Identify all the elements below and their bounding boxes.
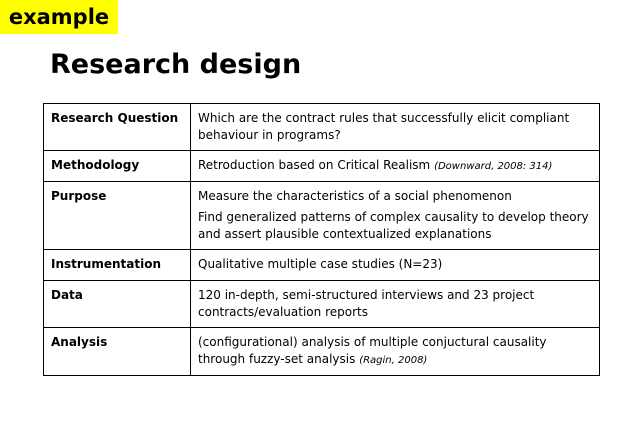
row-value-data [191, 281, 600, 328]
instrumentation-text: Qualitative multiple case studies (N=23) [198, 257, 443, 271]
research-question-text: Which are the contract rules that successfully elicit compliant behaviour in programs? [198, 111, 570, 142]
row-value-methodology [191, 151, 600, 182]
row-label-research-question: Research Question [44, 104, 191, 151]
row-value-purpose [191, 182, 600, 250]
example-tag: example [0, 0, 118, 34]
purpose-text-2: Find generalized patterns of complex causality to develop theory and assert plausible contextualized explanations [198, 210, 589, 241]
methodology-paragraph [198, 157, 593, 175]
table-row-research-question [44, 104, 600, 151]
analysis-citation: (Ragin, 2008) [359, 355, 428, 366]
row-label-instrumentation: Instrumentation [44, 250, 191, 281]
table-row-analysis [44, 328, 600, 376]
row-value-instrumentation [191, 250, 600, 281]
analysis-paragraph [198, 334, 593, 369]
row-value-analysis [191, 328, 600, 376]
table-row-instrumentation [44, 250, 600, 281]
row-label-data: Data [44, 281, 191, 328]
research-design-table [43, 103, 600, 376]
table-row-purpose [44, 182, 600, 250]
row-label-purpose: Purpose [44, 182, 191, 250]
methodology-citation: (Downward, 2008: 314) [434, 161, 553, 172]
table-row-methodology [44, 151, 600, 182]
row-value-research-question [191, 104, 600, 151]
analysis-text: (configurational) analysis of multiple conjuctural causality through fuzzy-set analysis [198, 335, 547, 366]
methodology-text: Retroduction based on Critical Realism [198, 158, 431, 172]
purpose-text-1: Measure the characteristics of a social phenomenon [198, 189, 512, 203]
row-label-methodology: Methodology [44, 151, 191, 182]
page-title: Research design [50, 49, 302, 80]
table-row-data [44, 281, 600, 328]
row-label-analysis: Analysis [44, 328, 191, 376]
data-text: 120 in-depth, semi-structured interviews and 23 project contracts/evaluation reports [198, 288, 535, 319]
